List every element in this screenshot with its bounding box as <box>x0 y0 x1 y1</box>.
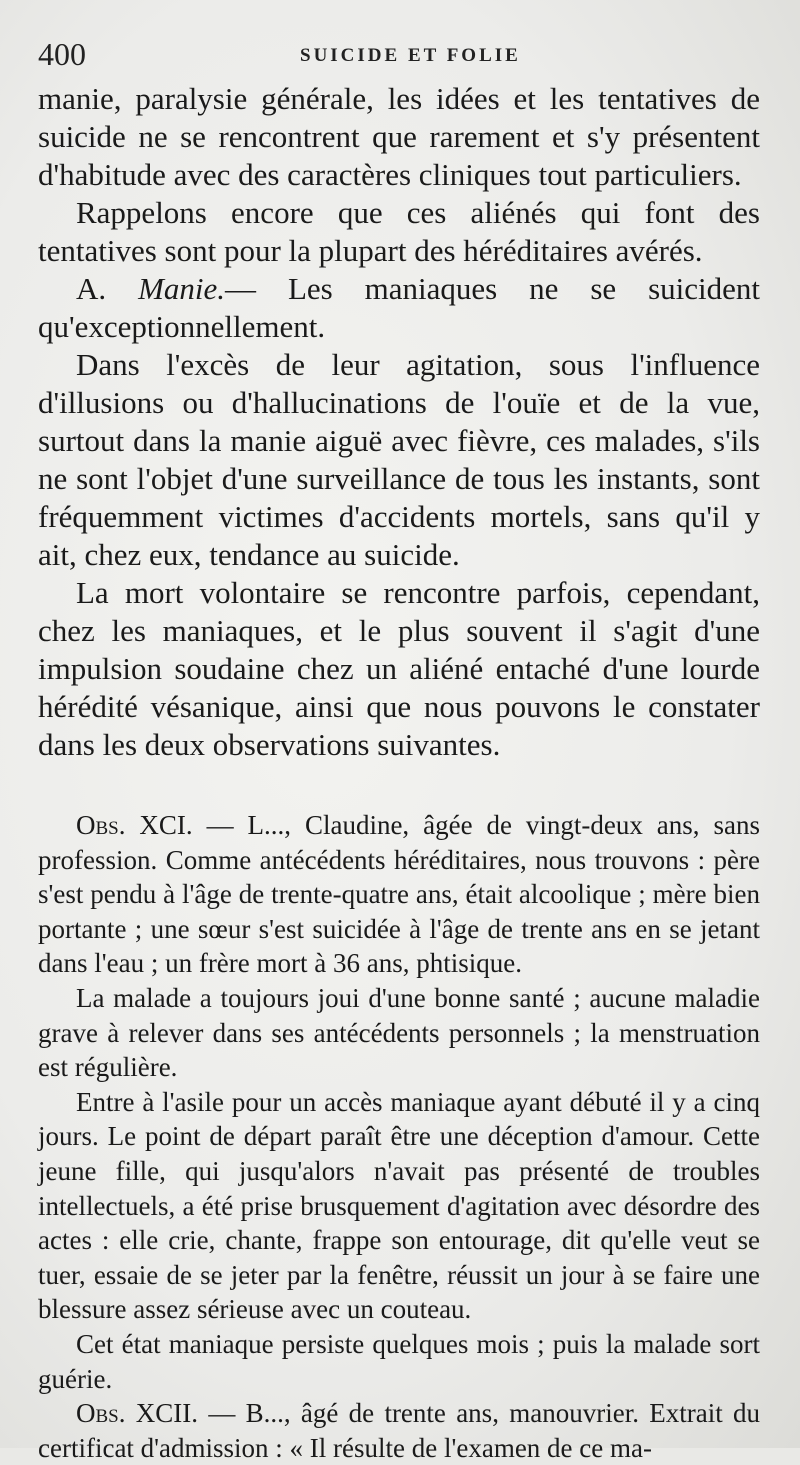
page-number: 400 <box>38 36 86 72</box>
page-header <box>38 36 758 76</box>
observation-paragraph: Entre à l'asile pour un accès maniaque ayant débuté il y a cinq jours. Le point de départ paraît être une déception d'amour. Cette jeune fille, qui jusqu'alors n'avait pas présenté de troubles intellectuels, a été prise brusquement d'agitation avec désordre des actes : elle crie, chante, frappe son entourage, dit qu'elle veut se tuer, essaie de se jeter par la fenêtre, réussit un jour à se faire une blessure assez sérieuse avec un couteau. <box>38 1086 760 1325</box>
observations-block <box>38 808 760 1465</box>
section-text: Les maniaques ne se suicident qu'exceptionnellement. <box>38 271 761 344</box>
main-text <box>38 80 760 764</box>
running-title: SUICIDE ET FOLIE <box>300 45 521 66</box>
observation-paragraph: Cet état maniaque persiste quelques mois ; puis la malade sort guérie. <box>38 1328 760 1394</box>
paragraph: manie, paralysie générale, les idées et les tentatives de suicide ne se rencontrent que rarement et s'y présentent d'habitude avec des caractères cliniques tout particuliers. <box>38 81 760 192</box>
observation-text: — B..., âgé de trente ans, manouvrier. Extrait du certificat d'admission : « Il résulte de l'examen de ce ma- <box>38 1398 760 1463</box>
observation-text: — L..., Claudine, âgée de vingt-deux ans, sans profession. Comme antécédents héréditaires, nous trouvons : père s'est pendu à l'âge de trente-quatre ans, était alcoolique ; mère bien portante ; une sœur s'est suicidée à l'âge de trente ans en se jetant dans l'eau ; un frère mort à 36 ans, phtisique. <box>38 810 760 979</box>
section-dash: — <box>225 271 257 306</box>
observation-paragraph <box>38 808 760 981</box>
observation-label: Obs. XCI. <box>76 810 193 840</box>
paragraph: La mort volontaire se rencontre parfois, cependant, chez les maniaques, et le plus souvent il s'agit d'une impulsion soudaine chez un aliéné entaché d'une lourde hérédité vésanique, ainsi que nous pouvons le constater dans les deux observations suivantes. <box>38 575 760 762</box>
observation-label: Obs. XCII. <box>76 1398 199 1429</box>
observation-paragraph <box>38 1396 760 1465</box>
section-letter: A. <box>76 271 107 306</box>
paragraph: Rappelons encore que ces aliénés qui font des tentatives sont pour la plupart des héréditaires avérés. <box>38 195 760 268</box>
paragraph: Dans l'excès de leur agitation, sous l'influence d'illusions ou d'hallucinations de l'ouïe et de la vue, surtout dans la manie aiguë avec fièvre, ces malades, s'ils ne sont l'objet d'une surveillance de tous les instants, sont fréquemment victimes d'accidents mortels, sans qu'il y ait, chez eux, tendance au suicide. <box>38 347 760 572</box>
section-title: Manie. <box>138 271 226 306</box>
section-paragraph <box>38 270 760 346</box>
observation-paragraph: La malade a toujours joui d'une bonne santé ; aucune maladie grave à relever dans ses antécédents personnels ; la menstruation est régulière. <box>38 982 760 1083</box>
